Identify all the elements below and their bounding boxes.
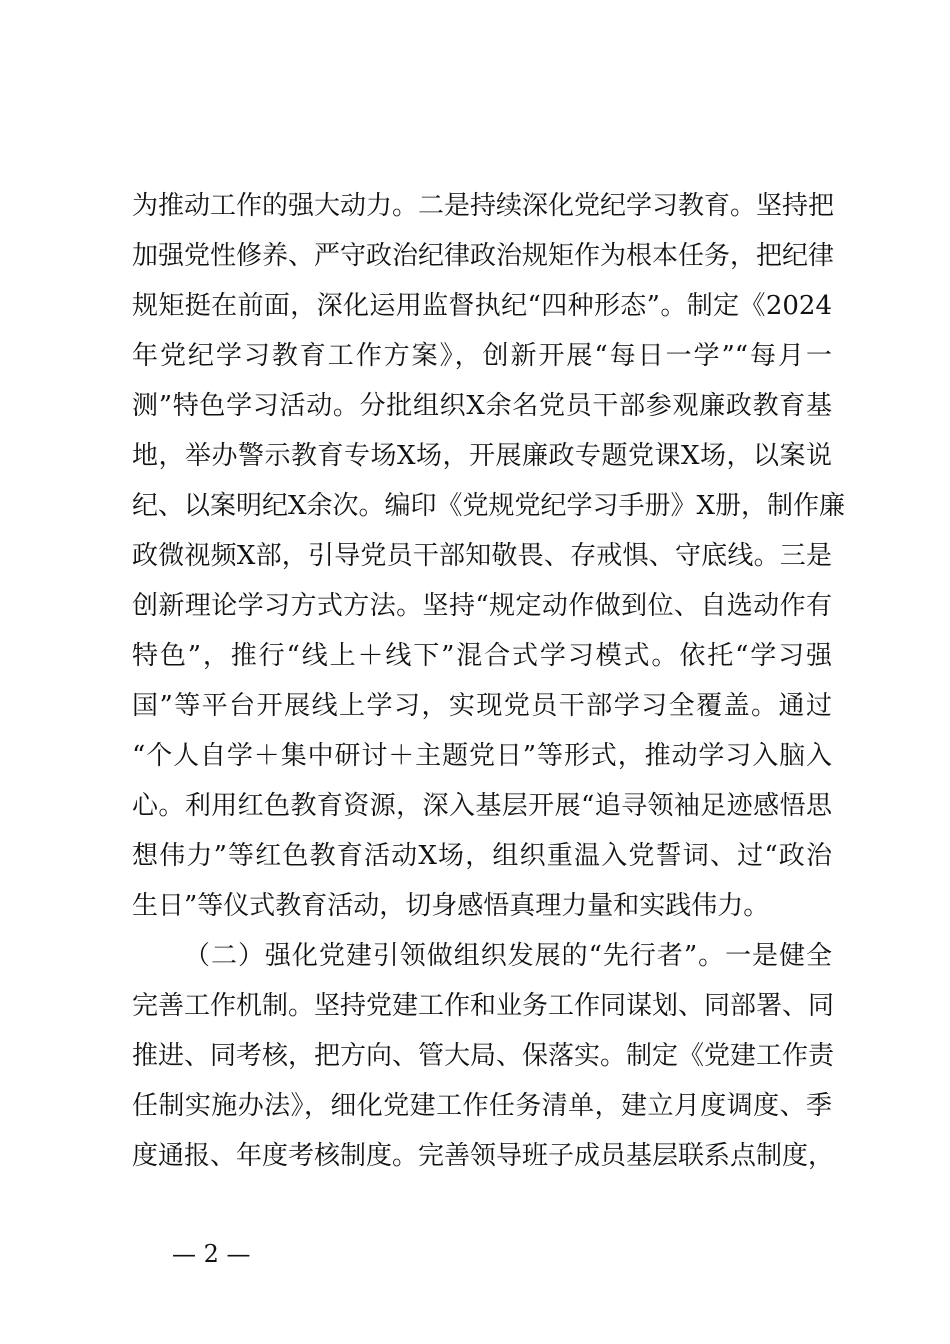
text-line: 心。利用红色教育资源，深入基层开展“追寻领袖足迹感悟思 <box>132 791 832 821</box>
text-line: 年党纪学习教育工作方案》，创新开展“每日一学”“每月一 <box>132 341 832 371</box>
text-line: 纪、以案明纪X余次。编印《党规党纪学习手册》X册，制作廉 <box>132 491 846 521</box>
text-line: 完善工作机制。坚持党建工作和业务工作同谋划、同部署、同 <box>132 991 835 1021</box>
text-line: 生日”等仪式教育活动，切身感悟真理力量和实践伟力。 <box>132 891 770 921</box>
text-line: “个人自学＋集中研讨＋主题党日”等形式，推动学习入脑入 <box>132 741 832 771</box>
text-line: 想伟力”等红色教育活动X场，组织重温入党誓词、过“政治 <box>132 841 832 871</box>
text-line: 国”等平台开展线上学习，实现党员干部学习全覆盖。通过 <box>132 691 832 721</box>
text-line: 特色”，推行“线上＋线下”混合式学习模式。依托“学习强 <box>132 641 832 671</box>
text-line: 地，举办警示教育专场X场，开展廉政专题党课X场，以案说 <box>132 441 832 471</box>
text-line: 度通报、年度考核制度。完善领导班子成员基层联系点制度， <box>132 1141 835 1171</box>
text-line: 政微视频X部，引导党员干部知敬畏、存戒惧、守底线。三是 <box>132 541 832 571</box>
section-heading-line: （二）强化党建引领做组织发展的“先行者”。一是健全 <box>184 941 832 971</box>
text-line: 推进、同考核，把方向、管大局、保落实。制定《党建工作责 <box>132 1041 835 1071</box>
text-line: 测”特色学习活动。分批组织X余名党员干部参观廉政教育基 <box>132 391 832 421</box>
text-line: 规矩挺在前面，深化运用监督执纪“四种形态”。制定《2024 <box>132 291 832 321</box>
text-line: 创新理论学习方式方法。坚持“规定动作做到位、自选动作有 <box>132 591 832 621</box>
text-line: 为推动工作的强大动力。二是持续深化党纪学习教育。坚持把 <box>132 191 835 221</box>
page-number: — 2 — <box>172 1240 251 1268</box>
text-line: 加强党性修养、严守政治纪律政治规矩作为根本任务，把纪律 <box>132 241 835 271</box>
text-line: 任制实施办法》，细化党建工作任务清单，建立月度调度、季 <box>132 1091 832 1121</box>
